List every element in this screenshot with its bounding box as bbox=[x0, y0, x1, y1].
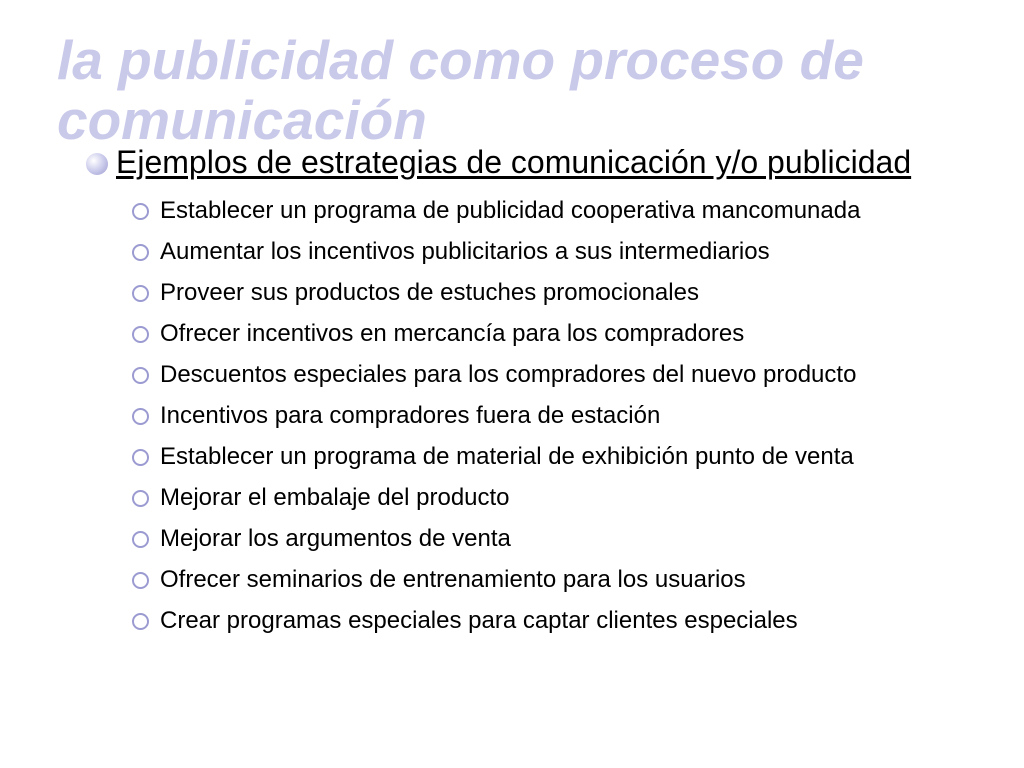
hollow-circle-bullet-icon bbox=[132, 203, 149, 220]
list-item bbox=[130, 358, 940, 392]
list-item-text: Establecer un programa de material de exhibición punto de venta bbox=[160, 443, 854, 470]
slide-title: la publicidad como proceso de comunicación bbox=[57, 29, 864, 151]
list-item bbox=[130, 317, 940, 351]
list-item bbox=[130, 276, 940, 310]
hollow-circle-bullet-icon bbox=[132, 490, 149, 507]
main-bullet-text: Ejemplos de estrategias de comunicación y/o publicidad bbox=[116, 144, 912, 180]
list-item bbox=[130, 235, 940, 269]
list-item-text: Descuentos especiales para los compradores del nuevo producto bbox=[160, 361, 857, 388]
list-item-text: Mejorar los argumentos de venta bbox=[160, 525, 511, 552]
hollow-circle-bullet-icon bbox=[132, 408, 149, 425]
hollow-circle-bullet-icon bbox=[132, 531, 149, 548]
list-item-text: Establecer un programa de publicidad cooperativa mancomunada bbox=[160, 197, 861, 224]
list-item bbox=[130, 522, 940, 556]
list-item-text: Incentivos para compradores fuera de estación bbox=[160, 402, 661, 429]
slide-content bbox=[80, 140, 940, 645]
list-item bbox=[130, 399, 940, 433]
filled-circle-bullet-icon bbox=[86, 153, 108, 175]
list-item bbox=[130, 194, 940, 228]
list-item-text: Aumentar los incentivos publicitarios a sus intermediarios bbox=[160, 238, 770, 265]
hollow-circle-bullet-icon bbox=[132, 244, 149, 261]
hollow-circle-bullet-icon bbox=[132, 326, 149, 343]
list-item-text: Proveer sus productos de estuches promocionales bbox=[160, 279, 699, 306]
hollow-circle-bullet-icon bbox=[132, 367, 149, 384]
list-item-text: Mejorar el embalaje del producto bbox=[160, 484, 510, 511]
list-item bbox=[130, 481, 940, 515]
list-item-text: Ofrecer incentivos en mercancía para los compradores bbox=[160, 320, 745, 347]
sub-bullet-list bbox=[80, 194, 940, 638]
hollow-circle-bullet-icon bbox=[132, 572, 149, 589]
hollow-circle-bullet-icon bbox=[132, 285, 149, 302]
list-item-text: Ofrecer seminarios de entrenamiento para los usuarios bbox=[160, 566, 746, 593]
hollow-circle-bullet-icon bbox=[132, 449, 149, 466]
list-item bbox=[130, 440, 940, 474]
list-item bbox=[130, 563, 940, 597]
list-item bbox=[130, 604, 940, 638]
main-bullet bbox=[80, 140, 940, 184]
list-item-text: Crear programas especiales para captar clientes especiales bbox=[160, 607, 798, 634]
hollow-circle-bullet-icon bbox=[132, 613, 149, 630]
